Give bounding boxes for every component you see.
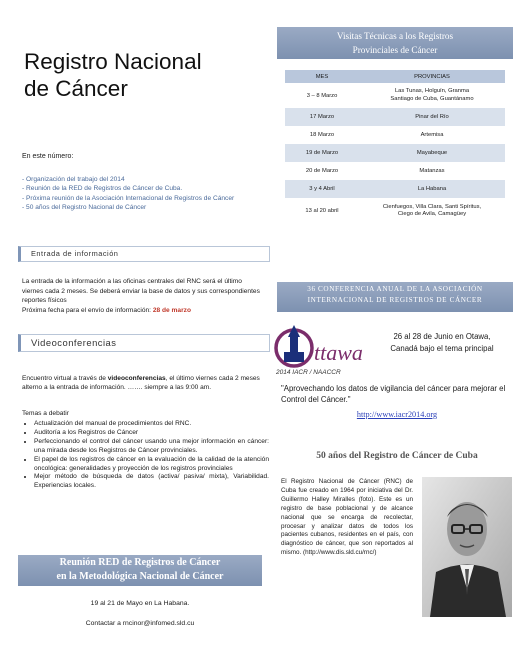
cell-mes: 3 y 4 Abril [285,180,359,198]
table-row [285,108,505,126]
ottawa-conference-logo [272,322,376,378]
toc-item[interactable]: - Organización del trabajo del 2014 [22,176,125,183]
temas-list [22,420,269,491]
reunion-date: 19 al 21 de Mayo en La Habana. [90,600,190,607]
cell-provincias-line: Las Tunas, Holguín, Granma [394,88,470,95]
conference-banner [277,282,513,312]
entry-text: La entrada de la información a las oficinas centrales del RNC será el último viernes cada 2 meses. Se deberá enviar la base de datos y sus correspondientes reportes físicos [22,278,260,305]
cell-provincias-line: Ciego de Avila, Camagüey [397,211,467,217]
cell-provincias: Artemisa [420,132,444,138]
conference-link[interactable]: http://www.iacr2014.org [356,410,438,419]
logo-caption: 2014 IACR / NAACCR [276,369,341,376]
entry-paragraph [22,277,262,315]
video-text-a: Encuentro virtual a través de [22,375,108,382]
table-row [285,198,505,224]
cell-provincias [359,83,505,108]
video-text-b: , el último viernes cada 2 meses alterno a la entrada de información. ……. siempre a las 9:00 am. [22,375,260,392]
conference-line-1: 36 CONFERENCIA ANUAL DE LA ASOCIACIÓN [307,285,483,293]
tema-item: • Actualización del manual de procedimientos del RNC. [34,420,269,429]
cell-provincias-line: Santiago de Cuba, Guantánamo [390,95,474,102]
visits-table [285,70,505,224]
conference-text [372,331,512,355]
cell-provincias: Pinar del Río [359,108,505,126]
table-row [285,144,505,162]
founder-photo [422,477,512,617]
table-header-row [285,70,505,83]
col-header-mes: MES [285,70,359,83]
title-line-1: Registro Nacional [24,49,202,74]
tema-item: • Perfeccionando el control del cáncer usando una mejor información en cáncer: una mirada desde los Registros de Cáncer provinciales. [34,438,269,456]
conference-text-line-2: Canadá bajo el tema principal [390,344,494,353]
temas-label: Temas a debatir [22,410,69,417]
col-header-provincias: PROVINCIAS [359,70,505,83]
visitas-line-1: Visitas Técnicas a los Registros [336,31,454,41]
reunion-line-2: en la Metodológica Nacional de Cáncer [56,571,224,582]
reunion-banner [18,555,262,586]
cell-provincias: Matanzas [419,168,445,174]
video-paragraph [22,374,262,393]
anniversary-title: 50 años del Registro de Cáncer de Cuba [316,451,478,461]
next-date-label: Próxima fecha para el envío de información: [22,306,153,314]
tema-item: • Auditoría a los Registros de Cáncer [34,429,269,438]
toc-item[interactable]: - Reunión de la RED de Registros de Cáncer de Cuba. [22,185,183,193]
cell-provincias: La Habana [359,180,505,198]
tema-item: • El papel de los registros de cáncer en la evaluación de la calidad de la atención oncológica: generalidades y proyección de los registros provinciales [34,456,269,474]
cell-mes: 19 de Marzo [285,144,359,162]
cell-mes: 17 Marzo [285,108,359,126]
in-this-number-label: En este número: [22,153,74,160]
toc-item[interactable]: - Próxima reunión de la Asociación Internacional de Registros de Cáncer [22,194,235,202]
table-row [285,83,505,108]
title-line-2: de Cáncer [24,76,128,101]
cell-mes: 3 – 8 Marzo [306,92,338,99]
section-heading-entry: Entrada de información [18,246,270,262]
cell-provincias: Mayabeque [359,144,505,162]
cell-mes: 18 Marzo [309,132,335,138]
conference-line-2: INTERNACIONAL DE REGISTROS DE CÁNCER [307,296,483,304]
toc-item[interactable]: - 50 años del Registro Nacional de Cáncer [22,203,147,211]
conference-text-line-1: 26 al 28 de Junio en Otawa, [393,332,491,341]
visitas-line-2: Provinciales de Cáncer [352,45,438,55]
table-row [285,180,505,198]
next-date: 28 de marzo [152,306,191,314]
table-row [285,162,505,180]
visitas-banner [277,27,513,59]
reunion-line-1: Reunión RED de Registros de Cáncer [59,557,221,568]
logo-word: ttawa [314,340,363,365]
reunion-contact[interactable]: Contactar a rncinor@infomed.sld.cu [85,620,195,627]
section-heading-video: Videoconferencias [18,334,270,352]
table-of-contents [22,175,267,212]
video-text-bold: videoconferencias [107,375,166,382]
cell-mes: 20 de Marzo [305,168,339,174]
table-row [285,126,505,144]
cell-mes: 13 al 20 abril [305,208,339,214]
cell-provincias-line: Cienfuegos, Villa Clara, Santi Spíritus, [382,203,482,210]
anniversary-text: El Registro Nacional de Cáncer (RNC) de Cuba fue creado en 1964 por iniciativa del Dr. Guillermo Halley Miralles (foto). Este es un registro de base poblacional y de alcance nacional que se encarga de recolectar, procesar y analizar datos de todos los pacientes cubanos, residentes en el país, con diagnóstico de cáncer, que son reportados al mismo. (http://www.dis.sld.cu/rnc/) [281,478,413,557]
page-title [24,48,254,102]
conference-theme-quote: "Aprovechando los datos de vigilancia del cáncer para mejorar el Control del Cáncer." [281,384,506,404]
tema-item: • Mejor método de búsqueda de datos (activa/ pasiva/ mixta), Variabilidad. Experiencias locales. [34,473,269,491]
cell-provincias [359,198,505,224]
